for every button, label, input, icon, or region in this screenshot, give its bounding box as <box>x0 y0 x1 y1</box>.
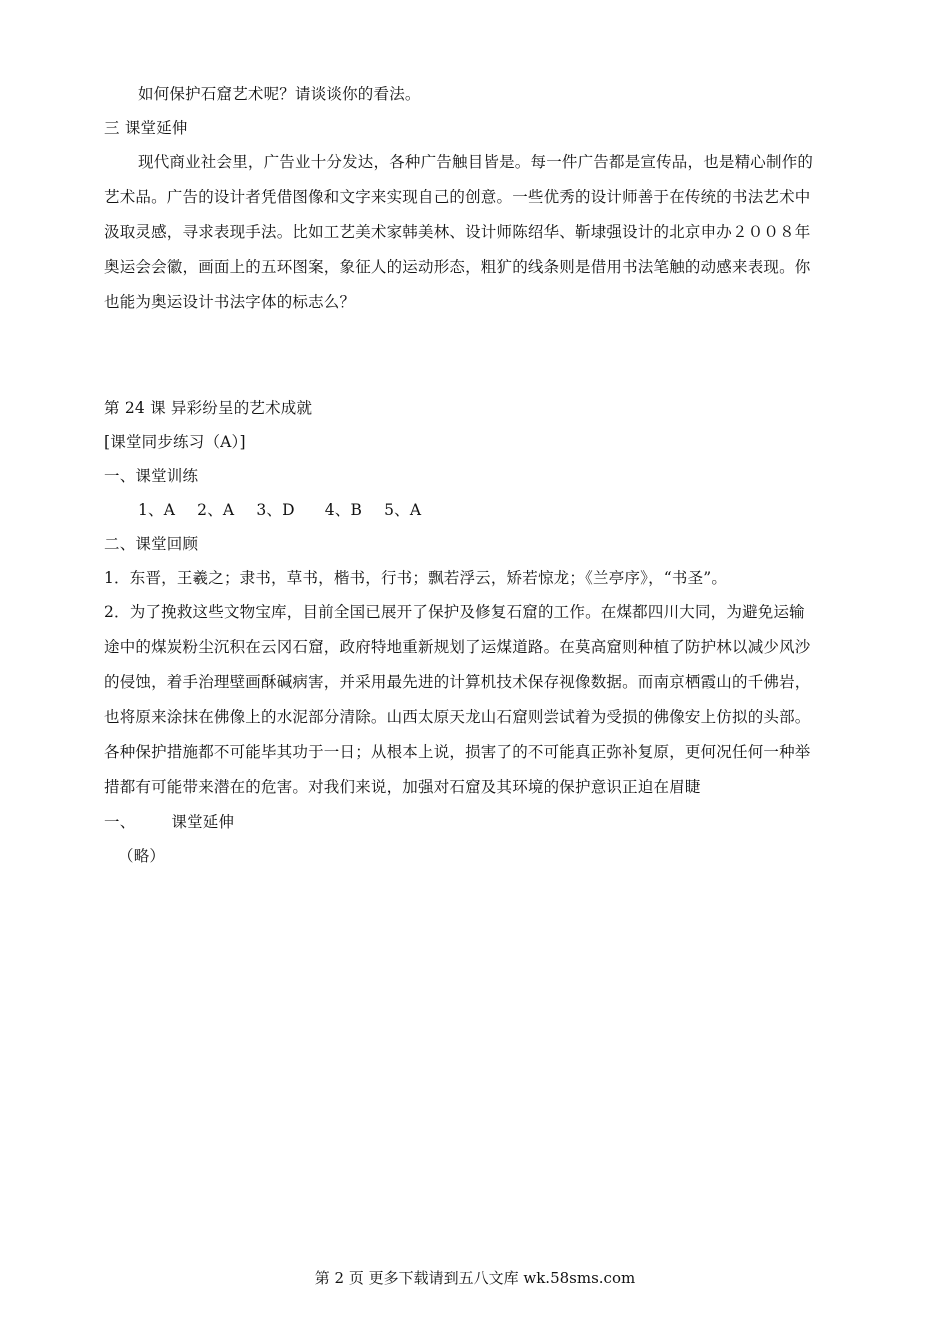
part1-heading: 一、课堂训练 <box>104 467 199 485</box>
part2-heading: 二、课堂回顾 <box>104 535 199 553</box>
review-item-2-line: 2．为了挽救这些文物宝库，目前全国已展开了保护及修复石窟的工作。在煤都四川大同，为避免运输 <box>104 603 805 621</box>
omitted-note: （略） <box>118 847 166 865</box>
part3-number: 一、 <box>104 813 136 831</box>
page-footer: 第 2 页 更多下载请到五八文库 wk.58sms.com <box>314 1269 636 1287</box>
answer-item: 3、D <box>256 501 295 519</box>
section-heading-extension: 三 课堂延伸 <box>104 119 188 137</box>
answer-item: 1、A <box>138 501 176 519</box>
review-item-2-line: 途中的煤炭粉尘沉积在云冈石窟，政府特地重新规划了运煤道路。在莫高窟则种植了防护林以减少风沙 <box>104 638 811 656</box>
paragraph-line: 现代商业社会里，广告业十分发达，各种广告触目皆是。每一件广告都是宣传品，也是精心制作的 <box>138 153 814 171</box>
question-line: 如何保护石窟艺术呢？请谈谈你的看法。 <box>138 85 421 103</box>
answer-item: 4、B <box>324 501 363 519</box>
lesson-subtitle: [课堂同步练习（A）] <box>104 433 246 451</box>
review-item-1: 1．东晋，王羲之；隶书，草书，楷书，行书；飘若浮云，矫若惊龙；《兰亭序》，“书圣”。 <box>104 569 728 587</box>
answer-item: 5、A <box>384 501 422 519</box>
paragraph-line: 汲取灵感，寻求表现手法。比如工艺美术家韩美林、设计师陈绍华、靳埭强设计的北京申办２００８年 <box>104 223 811 241</box>
review-item-2-line: 的侵蚀，着手治理壁画酥碱病害，并采用最先进的计算机技术保存视像数据。而南京栖霞山的千佛岩， <box>104 673 811 691</box>
review-item-2-line: 各种保护措施都不可能毕其功于一日；从根本上说，损害了的不可能真正弥补复原，更何况任何一种举 <box>104 743 811 761</box>
paragraph-line: 艺术品。广告的设计者凭借图像和文字来实现自己的创意。一些优秀的设计师善于在传统的书法艺术中 <box>104 188 811 206</box>
review-item-2-line: 也将原来涂抹在佛像上的水泥部分清除。山西太原天龙山石窟则尝试着为受损的佛像安上仿拟的头部。 <box>104 708 811 726</box>
answer-item: 2、A <box>197 501 235 519</box>
lesson-title: 第 24 课 异彩纷呈的艺术成就 <box>104 399 313 417</box>
answer-list <box>138 500 864 520</box>
paragraph-line: 奥运会会徽，画面上的五环图案，象征人的运动形态，粗犷的线条则是借用书法笔触的动感来表现。你 <box>104 258 811 276</box>
part3-label: 课堂延伸 <box>171 813 235 831</box>
review-item-2-line: 措都有可能带来潜在的危害。对我们来说，加强对石窟及其环境的保护意识正迫在眉睫 <box>104 778 701 796</box>
paragraph-line: 也能为奥运设计书法字体的标志么？ <box>104 293 356 311</box>
part3-heading <box>104 812 864 832</box>
